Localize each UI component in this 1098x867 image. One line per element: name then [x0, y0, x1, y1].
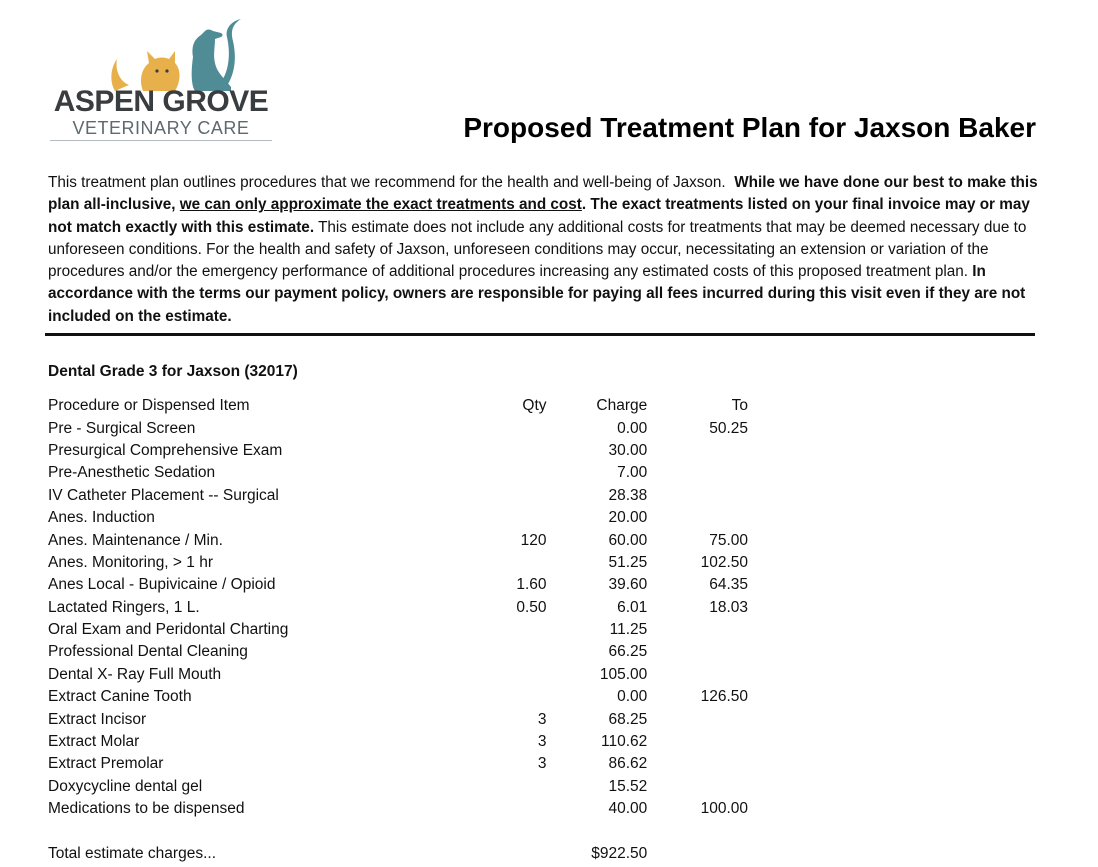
qty-cell: [491, 664, 546, 686]
total-label: Total estimate charges...: [48, 844, 216, 862]
qty-cell: 1.60: [516, 576, 547, 594]
qty-cell: [491, 798, 546, 820]
table-row: [48, 753, 748, 775]
item-cell: Doxycycline dental gel: [48, 777, 203, 795]
intro-text-1: This treatment plan outlines procedures that we recommend for the health and well-being of Jaxson.: [48, 174, 726, 191]
charge-cell: 20.00: [608, 509, 648, 527]
item-cell: Presurgical Comprehensive Exam: [48, 441, 283, 459]
charge-cell: 6.01: [617, 598, 648, 616]
clinic-logo: [45, 15, 275, 145]
clinic-name: ASPEN GROVE: [53, 85, 269, 118]
qty-cell: [491, 776, 546, 798]
to-cell: [647, 664, 748, 686]
total-row: [48, 842, 748, 864]
to-cell: 102.50: [700, 553, 748, 571]
table-row: [48, 731, 748, 753]
estimate-table: [48, 395, 748, 865]
logo-divider: [50, 140, 272, 141]
total-value: $922.50: [591, 844, 648, 862]
to-cell: [647, 619, 748, 641]
charge-cell: 110.62: [601, 733, 648, 751]
col-item-header: Procedure or Dispensed Item: [48, 397, 250, 415]
charge-cell: 28.38: [608, 486, 648, 504]
item-cell: Extract Molar: [48, 733, 140, 751]
item-cell: Extract Premolar: [48, 755, 164, 773]
page-title: Proposed Treatment Plan for Jaxson Baker: [463, 112, 1036, 143]
charge-cell: 0.00: [617, 688, 648, 706]
table-row: [48, 708, 748, 730]
table-row: [48, 440, 748, 462]
charge-cell: 105.00: [599, 665, 648, 683]
item-cell: Anes. Maintenance / Min.: [48, 531, 223, 549]
intro-bold-1: While we have done our best to make this plan all-inclusive,: [48, 174, 1038, 214]
qty-cell: [491, 462, 546, 484]
table-row: [48, 574, 748, 596]
item-cell: Anes. Monitoring, > 1 hr: [48, 553, 213, 571]
clinic-subtitle: VETERINARY CARE: [72, 118, 250, 138]
charge-cell: 39.60: [608, 576, 648, 594]
qty-cell: 3: [537, 733, 547, 751]
to-cell: 100.00: [700, 800, 748, 818]
col-qty-header: Qty: [522, 397, 547, 415]
table-row: [48, 462, 748, 484]
item-cell: Anes Local - Bupivicaine / Opioid: [48, 576, 276, 594]
to-cell: 64.35: [709, 576, 748, 594]
charge-cell: 86.62: [608, 755, 648, 773]
to-cell: [647, 731, 748, 753]
qty-cell: [491, 507, 546, 529]
charge-cell: 15.52: [608, 777, 648, 795]
qty-cell: [491, 686, 546, 708]
qty-cell: [491, 641, 546, 663]
table-row: [48, 417, 748, 439]
charge-cell: 7.00: [617, 464, 648, 482]
qty-cell: 3: [537, 710, 547, 728]
item-cell: Lactated Ringers, 1 L.: [48, 598, 200, 616]
qty-cell: 120: [520, 531, 547, 549]
item-cell: IV Catheter Placement -- Surgical: [48, 486, 279, 504]
charge-cell: 60.00: [608, 531, 648, 549]
item-cell: Extract Incisor: [48, 710, 147, 728]
table-row: [48, 597, 748, 619]
charge-cell: 40.00: [608, 800, 648, 818]
to-cell: [647, 641, 748, 663]
to-cell: [647, 440, 748, 462]
item-cell: Oral Exam and Peridontal Charting: [48, 621, 289, 639]
section-heading: Dental Grade 3 for Jaxson (32017): [48, 363, 298, 380]
to-cell: 75.00: [709, 531, 748, 549]
table-row: [48, 619, 748, 641]
item-cell: Professional Dental Cleaning: [48, 643, 248, 661]
table-row: [48, 552, 748, 574]
to-cell: [647, 708, 748, 730]
charge-cell: 66.25: [608, 643, 648, 661]
item-cell: Pre-Anesthetic Sedation: [48, 464, 216, 482]
qty-cell: [491, 485, 546, 507]
section-divider: [45, 333, 1035, 336]
table-row: [48, 641, 748, 663]
charge-cell: 68.25: [608, 710, 648, 728]
charge-cell: 11.25: [609, 621, 648, 639]
table-header-row: [48, 395, 748, 417]
item-cell: Pre - Surgical Screen: [48, 419, 196, 437]
table-row: [48, 686, 748, 708]
intro-bold-3: In accordance with the terms our payment policy, owners are responsible for paying all fees incurred during this visit even if they are not included on the estimate.: [48, 263, 1026, 325]
charge-cell: 0.00: [617, 419, 648, 437]
qty-cell: [491, 552, 546, 574]
to-cell: [647, 753, 748, 775]
col-to-header: To: [731, 397, 748, 415]
item-cell: Extract Canine Tooth: [48, 688, 192, 706]
table-spacer: [48, 820, 748, 842]
qty-cell: 0.50: [516, 598, 547, 616]
intro-text-2: This estimate does not include any additional costs for treatments that may be deemed necessary due to unforeseen conditions. For the health and safety of Jaxson, unforeseen conditions may occur, necessitating an extension or variation of the procedures and/or the emergency performance of additional procedures increasing any estimated costs of this proposed treatment plan.: [48, 218, 1027, 281]
to-cell: [647, 507, 748, 529]
qty-cell: [491, 619, 546, 641]
to-cell: [647, 485, 748, 507]
to-cell: 126.50: [700, 688, 748, 706]
to-cell: [647, 462, 748, 484]
col-charge-header: Charge: [596, 397, 648, 415]
table-row: [48, 664, 748, 686]
to-cell: 18.03: [709, 598, 748, 616]
table-row: [48, 507, 748, 529]
charge-cell: 51.25: [608, 553, 648, 571]
charge-cell: 30.00: [608, 441, 648, 459]
cat-dog-logo-icon: [45, 15, 275, 95]
table-row: [48, 798, 748, 820]
qty-cell: 3: [537, 755, 547, 773]
qty-cell: [491, 440, 546, 462]
table-row: [48, 485, 748, 507]
table-row: [48, 776, 748, 798]
item-cell: Dental X- Ray Full Mouth: [48, 665, 222, 683]
intro-bold-2: . The exact treatments listed on your final invoice may or may not match exactly with this estimate.: [48, 196, 1030, 236]
item-cell: Medications to be dispensed: [48, 800, 245, 818]
intro-paragraph: [48, 172, 1048, 328]
qty-cell: [491, 417, 546, 439]
to-cell: 50.25: [709, 419, 748, 437]
to-cell: [647, 776, 748, 798]
item-cell: Anes. Induction: [48, 509, 155, 527]
table-row: [48, 529, 748, 551]
intro-underline: we can only approximate the exact treatments and cost: [179, 196, 582, 214]
